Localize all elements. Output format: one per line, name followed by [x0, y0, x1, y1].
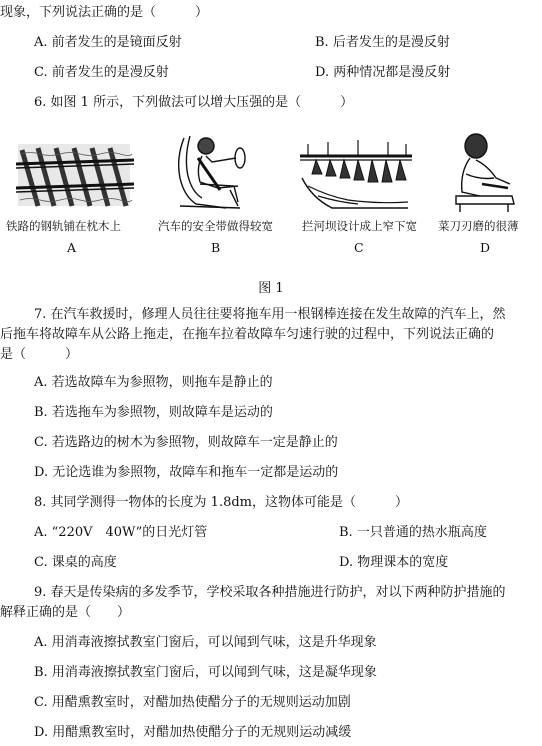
figure-letter-a: A — [67, 240, 77, 255]
caption-d: 菜刀刃磨的很薄 — [438, 219, 519, 233]
q8-option-b: B. 一只普通的热水瓶高度 — [339, 525, 487, 540]
q5-options-row-1 — [0, 34, 542, 52]
question-7-stem-line-3: 是（ ） — [0, 347, 79, 362]
caption-a: 铁路的钢轨铺在枕木上 — [6, 219, 121, 233]
q7-option-d: D. 无论选谁为参照物，故障车和拖车一定都是运动的 — [34, 465, 339, 480]
q8-option-c: C. 课桌的高度 — [34, 555, 117, 570]
q8-options-row-2 — [0, 554, 542, 572]
question-5-stem-tail: 现象，下列说法正确的是（ ） — [0, 5, 209, 20]
figure-letter-c: C — [354, 240, 364, 255]
question-9-stem-line-2: 解释正确的是（ ） — [0, 605, 131, 620]
q9-option-c: C. 用醋熏教室时，对醋加热使醋分子的无规则运动加剧 — [34, 695, 351, 710]
q8-options-row-1 — [0, 524, 542, 542]
figure-letter-b: B — [211, 240, 221, 255]
q9-option-b: B. 用消毒液擦拭教室门窗后，可以闻到气味，这是凝华现象 — [34, 665, 377, 680]
q9-option-a: A. 用消毒液擦拭教室门窗后，可以闻到气味，这是升华现象 — [34, 635, 377, 650]
figure-letter-d: D — [480, 240, 491, 255]
q5-option-a: A. 前者发生的是镜面反射 — [34, 35, 182, 50]
q7-option-b: B. 若选拖车为参照物，则故障车是运动的 — [34, 405, 273, 420]
question-9-stem-line-1: 9. 春天是传染病的多发季节，学校采取各种措施进行防护，对以下两种防护措施的 — [34, 585, 506, 600]
q9-option-d: D. 用醋熏教室时，对醋加热使醋分子的无规则运动减缓 — [34, 725, 352, 740]
q8-option-a: A. “220V 40W”的日光灯管 — [34, 525, 208, 540]
q7-option-c: C. 若选路边的树木为参照物，则故障车一定是静止的 — [34, 435, 338, 450]
q8-option-d: D. 物理课本的宽度 — [339, 555, 449, 570]
caption-b: 汽车的安全带做得较宽 — [158, 219, 273, 233]
figure-a-rails-image — [16, 140, 134, 212]
caption-c: 拦河坝设计成上窄下宽 — [302, 219, 417, 233]
figure-c-dam-image — [298, 138, 416, 212]
q5-option-d: D. 两种情况都是漫反射 — [315, 65, 451, 80]
question-7-stem-line-2: 后拖车将故障车从公路上拖走，在拖车拉着故障车匀速行驶的过程中，下列说法正确的 — [0, 327, 495, 342]
figure-title: 图 1 — [258, 281, 284, 296]
figure-b-seatbelt-image — [170, 128, 250, 214]
q7-option-a: A. 若选故障车为参照物，则拖车是静止的 — [34, 375, 273, 390]
figure-d-knife-image — [446, 130, 518, 214]
question-6-stem: 6. 如图 1 所示，下列做法可以增大压强的是（ ） — [34, 95, 354, 110]
question-7-stem-line-1: 7. 在汽车救援时，修理人员往往要将拖车用一根钢棒连接在发生故障的汽车上，然 — [34, 307, 506, 322]
q5-option-c: C. 前者发生的是漫反射 — [34, 65, 169, 80]
q5-option-b: B. 后者发生的是漫反射 — [315, 35, 450, 50]
question-8-stem: 8. 其同学测得一物体的长度为 1.8dm，这物体可能是（ ） — [34, 495, 408, 510]
q5-options-row-2 — [0, 64, 542, 82]
